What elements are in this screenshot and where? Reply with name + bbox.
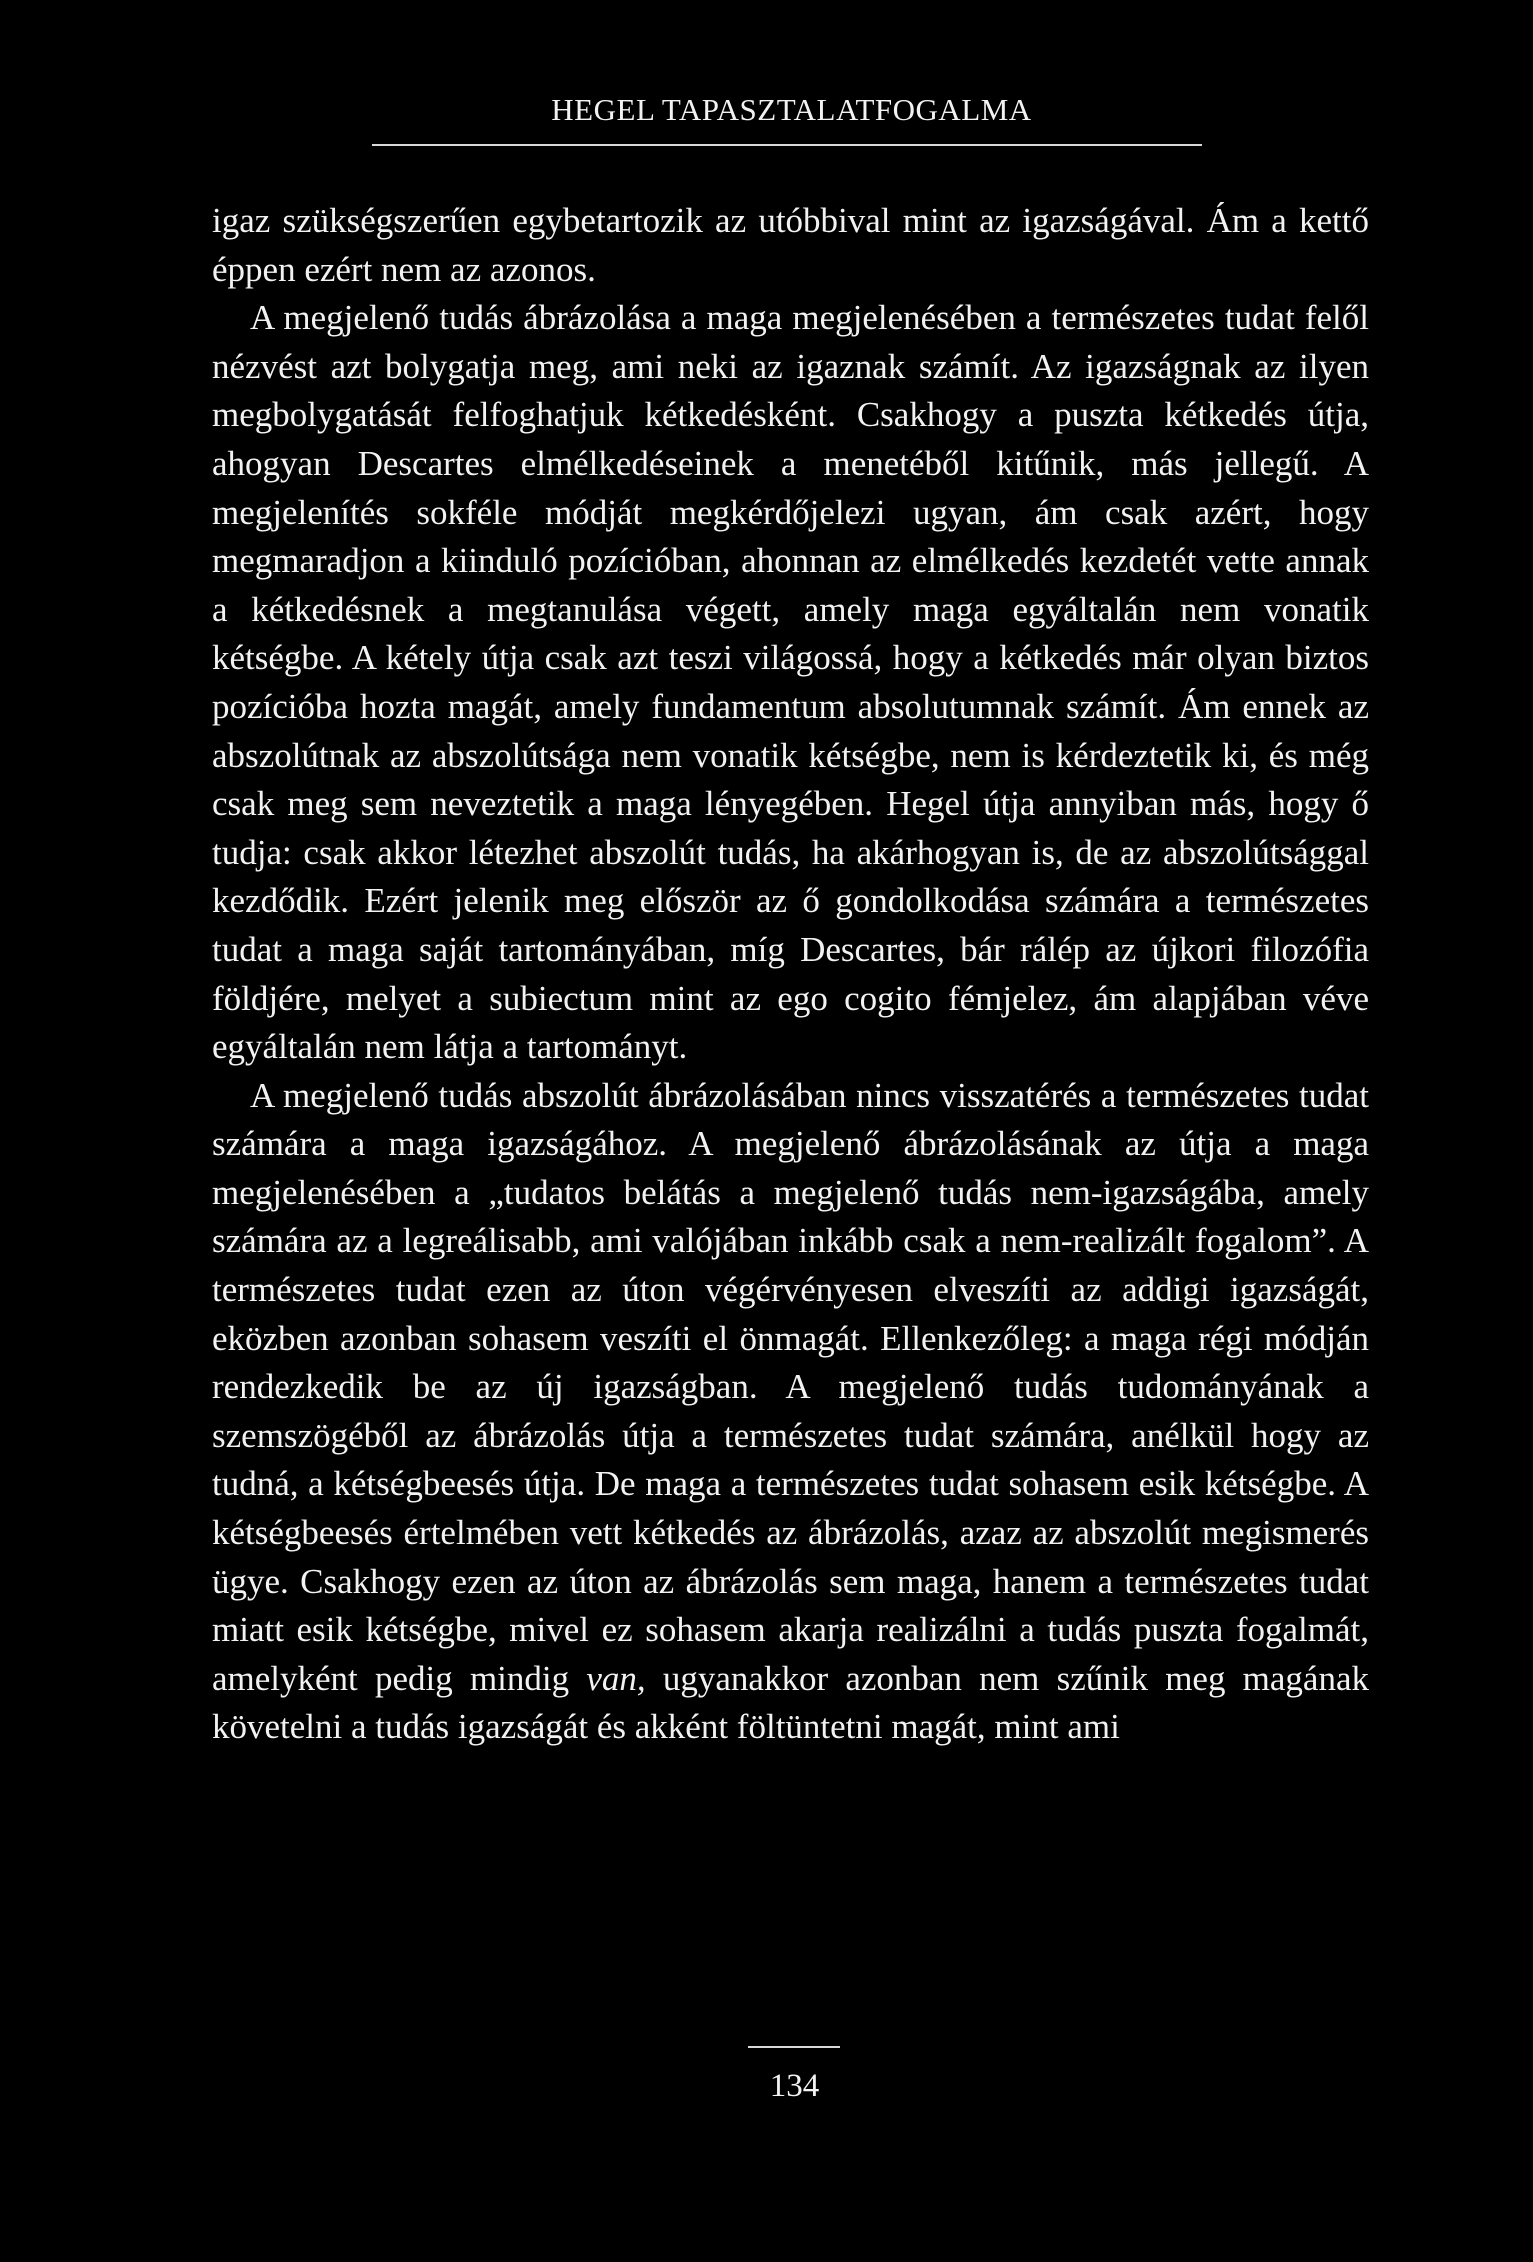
running-head: HEGEL TAPASZTALATFOGALMA xyxy=(551,92,1032,127)
paragraph-3 xyxy=(212,1072,1369,1752)
body-text xyxy=(212,197,1369,1752)
footer-rule xyxy=(748,2046,840,2048)
paragraph-3-emphasis: van, xyxy=(586,1658,646,1698)
header-rule xyxy=(372,144,1202,146)
page-number: 134 xyxy=(769,2068,820,2104)
paragraph-3-text-b: ugyanakkor azonban nem szűnik meg magának követelni a tudás igazságát és akként föltüntetni magát, mint ami xyxy=(212,1658,1369,1747)
paragraph-1: igaz szükségszerűen egybetartozik az utóbbival mint az igazságával. Ám a kettő éppen ezért nem az azonos. xyxy=(212,201,1369,289)
paragraph-2: A megjelenő tudás ábrázolása a maga megjelenésében a természetes tudat felől nézvést azt bolygatja meg, ami neki az igaznak számít. Az igazságnak az ilyen megbolygatását felfoghatjuk kétkedésként. Csakhogy a puszta kétkedés útja, ahogyan Descartes elmélkedéseinek a menetéből kitűnik, más jellegű. A megjelenítés sokféle módját megkérdőjelezi ugyan, ám csak azért, hogy megmaradjon a kiinduló pozícióban, ahonnan az elmélkedés kezdetét vette annak a kétkedésnek a megtanulása végett, amely maga egyáltalán nem vonatik kétségbe. A kétely útja csak azt teszi világossá, hogy a kétkedés már olyan biztos pozícióba hozta magát, amely fundamentum absolutumnak számít. Ám ennek az abszolútnak az abszolútsága nem vonatik kétségbe, nem is kérdeztetik ki, és még csak meg sem neveztetik a maga lényegében. Hegel útja annyiban más, hogy ő tudja: csak akkor létezhet abszolút tudás, ha akárhogyan is, de az abszolútsággal kezdődik. Ezért jelenik meg először az ő gondolkodása számára a természetes tudat a maga saját tartományában, míg Descartes, bár rálép az újkori filozófia földjére, melyet a subiectum mint az ego cogito fémjelez, ám alapjában véve egyáltalán nem látja a tartományt. xyxy=(212,298,1369,1067)
paragraph-3-text-a: A megjelenő tudás abszolút ábrázolásában nincs visszatérés a természetes tudat számára a maga igazságához. A megjelenő ábrázolásának az útja a maga megjelenésében a „tudatos belátás a megjelenő tudás nem-igazságába, amely számára az a legreálisabb, ami valójában inkább csak a nem-realizált fogalom”. A természetes tudat ezen az úton végérvényesen elveszíti az addigi igazságát, eközben azonban sohasem veszíti el önmagát. Ellenkezőleg: a maga régi módján rendezkedik be az új igazságban. A megjelenő tudás tudományának a szemszögéből az ábrázolás útja a természetes tudat számára, anélkül hogy az tudná, a kétségbeesés útja. De maga a természetes tudat sohasem esik kétségbe. A kétségbeesés értelmében vett kétkedés az ábrázolás, azaz az abszolút megismerés ügye. Csakhogy ezen az úton az ábrázolás sem maga, hanem a természetes tudat miatt esik kétségbe, mivel ez sohasem akarja realizálni a tudás puszta fogalmát, amelyként pedig mindig xyxy=(212,1075,1369,1698)
